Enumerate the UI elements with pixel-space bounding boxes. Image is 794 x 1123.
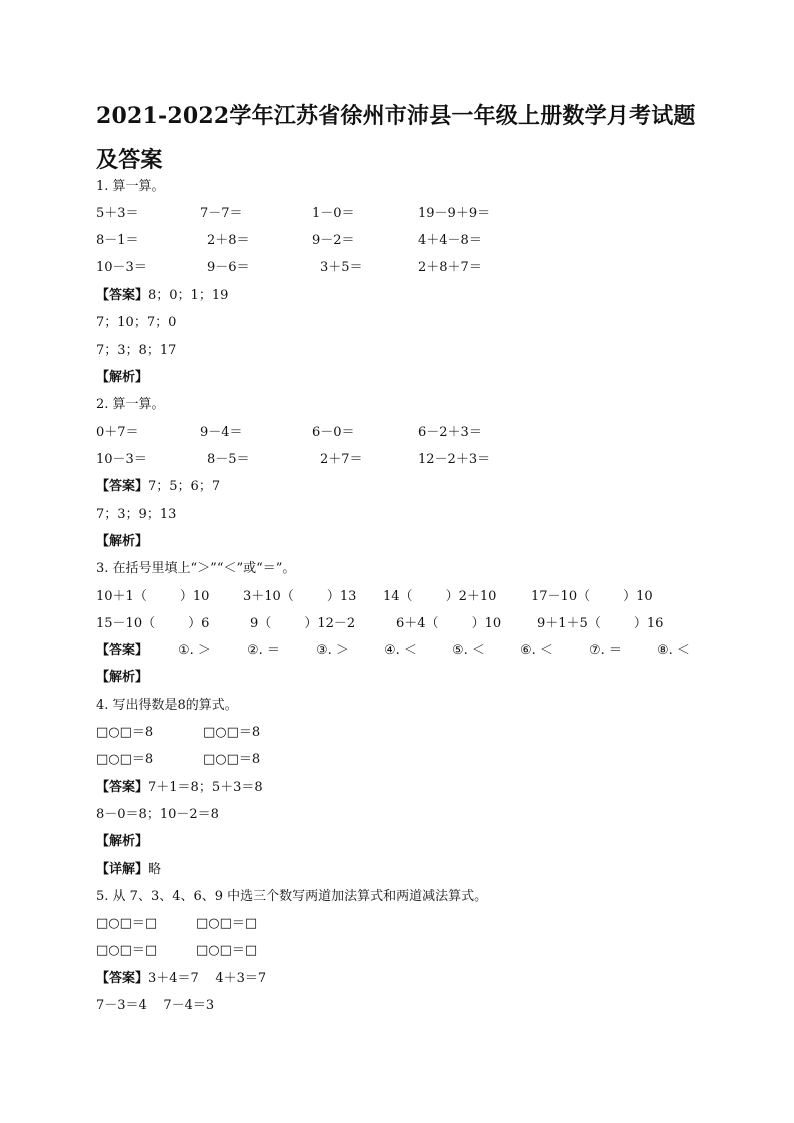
q4-blank-expr: □○□＝8 (203, 752, 261, 767)
answer-line: 7－3＝4 7－4＝3 (96, 998, 215, 1013)
q1-heading: 1. 算一算。 (96, 179, 165, 194)
q2-expr: 2＋7＝ (320, 452, 363, 467)
q5-heading: 5. 从 7、3、4、6、9 中选三个数写两道加法算式和两道减法算式。 (96, 889, 488, 904)
page-title: 2021-2022学年江苏省徐州市沛县一年级上册数学月考试题及答案 (96, 103, 696, 173)
q2-expr: 6－2＋3＝ (418, 425, 482, 440)
answer-text: 7＋1＝8；5＋3＝8 (148, 780, 263, 795)
q2-expr: 10－3＝ (96, 452, 147, 467)
answer-text: 8；0；1；19 (148, 288, 229, 303)
q2-expr: 0＋7＝ (96, 425, 139, 440)
q3-heading: 3. 在括号里填上“＞”“＜”或“＝”。 (96, 561, 296, 576)
q1-expr: 9－6＝ (207, 260, 250, 275)
q1-expr: 4＋4－8＝ (418, 233, 482, 248)
q1-answer (96, 287, 228, 305)
detail-tag: 【详解】 (96, 862, 149, 877)
q3-compare: 14（ ）2＋10 (383, 589, 497, 604)
q3-compare: 3＋10（ ）13 (243, 589, 357, 604)
q2-heading: 2. 算一算。 (96, 397, 165, 412)
answer-line: 8－0＝8；10－2＝8 (96, 807, 219, 822)
q1-expr: 3＋5＝ (320, 260, 363, 275)
q3-answer-item: ①. ＞ (178, 643, 211, 658)
q3-answer-item: ③. ＞ (316, 643, 349, 658)
q3-compare: 17－10（ ）10 (531, 589, 653, 604)
answer-tag: 【答案】 (96, 971, 149, 986)
q4-blank-expr: □○□＝8 (96, 725, 154, 740)
q4-heading: 4. 写出得数是8的算式。 (96, 698, 238, 713)
q1-expr: 5＋3＝ (96, 206, 139, 221)
q2-expr: 9－4＝ (200, 425, 243, 440)
answer-tag: 【答案】 (96, 288, 149, 303)
q2-answer (96, 478, 220, 496)
q5-blank-expr: □○□＝□ (96, 943, 158, 958)
q2-expr: 12－2＋3＝ (418, 452, 491, 467)
analysis-tag: 【解析】 (96, 370, 149, 385)
q3-answer-item: ⑦. ＝ (589, 643, 622, 658)
answer-text: 3＋4＝7 4＋3＝7 (148, 971, 267, 986)
q3-answer-item: ⑤. ＜ (452, 643, 485, 658)
q4-blank-expr: □○□＝8 (203, 725, 261, 740)
answer-tag: 【答案】 (96, 479, 149, 494)
q1-expr: 1－0＝ (312, 206, 355, 221)
q3-answer-item: ⑧. ＜ (657, 643, 690, 658)
q1-expr: 2＋8＝ (207, 233, 250, 248)
answer-line: 7；10；7；0 (96, 315, 177, 330)
q3-compare: 9（ ）12－2 (250, 616, 356, 631)
answer-line: 7；3；8；17 (96, 343, 177, 358)
analysis-tag: 【解析】 (96, 834, 149, 849)
answer-tag: 【答案】 (96, 780, 149, 795)
q3-answer-item: ⑥. ＜ (520, 643, 553, 658)
q3-answer-item: ②. ＝ (247, 643, 280, 658)
analysis-tag: 【解析】 (96, 534, 149, 549)
q3-compare: 6＋4（ ）10 (396, 616, 502, 631)
q2-expr: 6－0＝ (312, 425, 355, 440)
answer-tag: 【答案】 (96, 643, 149, 658)
q5-answer (96, 970, 266, 988)
q5-blank-expr: □○□＝□ (196, 943, 258, 958)
q5-blank-expr: □○□＝□ (96, 916, 158, 931)
q4-detail (96, 861, 161, 879)
q1-expr: 7－7＝ (200, 206, 243, 221)
answer-text: 7；5；6；7 (148, 479, 221, 494)
q1-expr: 10－3＝ (96, 260, 147, 275)
q2-expr: 8－5＝ (207, 452, 250, 467)
q3-compare: 15－10（ ）6 (96, 616, 210, 631)
q1-expr: 19－9＋9＝ (418, 206, 491, 221)
q1-expr: 9－2＝ (312, 233, 355, 248)
q3-answer-item: ④. ＜ (384, 643, 417, 658)
answer-line: 7；3；9；13 (96, 507, 177, 522)
detail-text: 略 (148, 862, 162, 877)
analysis-tag: 【解析】 (96, 670, 149, 685)
q5-blank-expr: □○□＝□ (196, 916, 258, 931)
q3-compare: 9＋1＋5（ ）16 (537, 616, 664, 631)
q3-compare: 10＋1（ ）10 (96, 589, 210, 604)
q1-expr: 2＋8＋7＝ (418, 260, 482, 275)
q1-expr: 8－1＝ (96, 233, 139, 248)
q4-answer (96, 779, 263, 797)
q4-blank-expr: □○□＝8 (96, 752, 154, 767)
